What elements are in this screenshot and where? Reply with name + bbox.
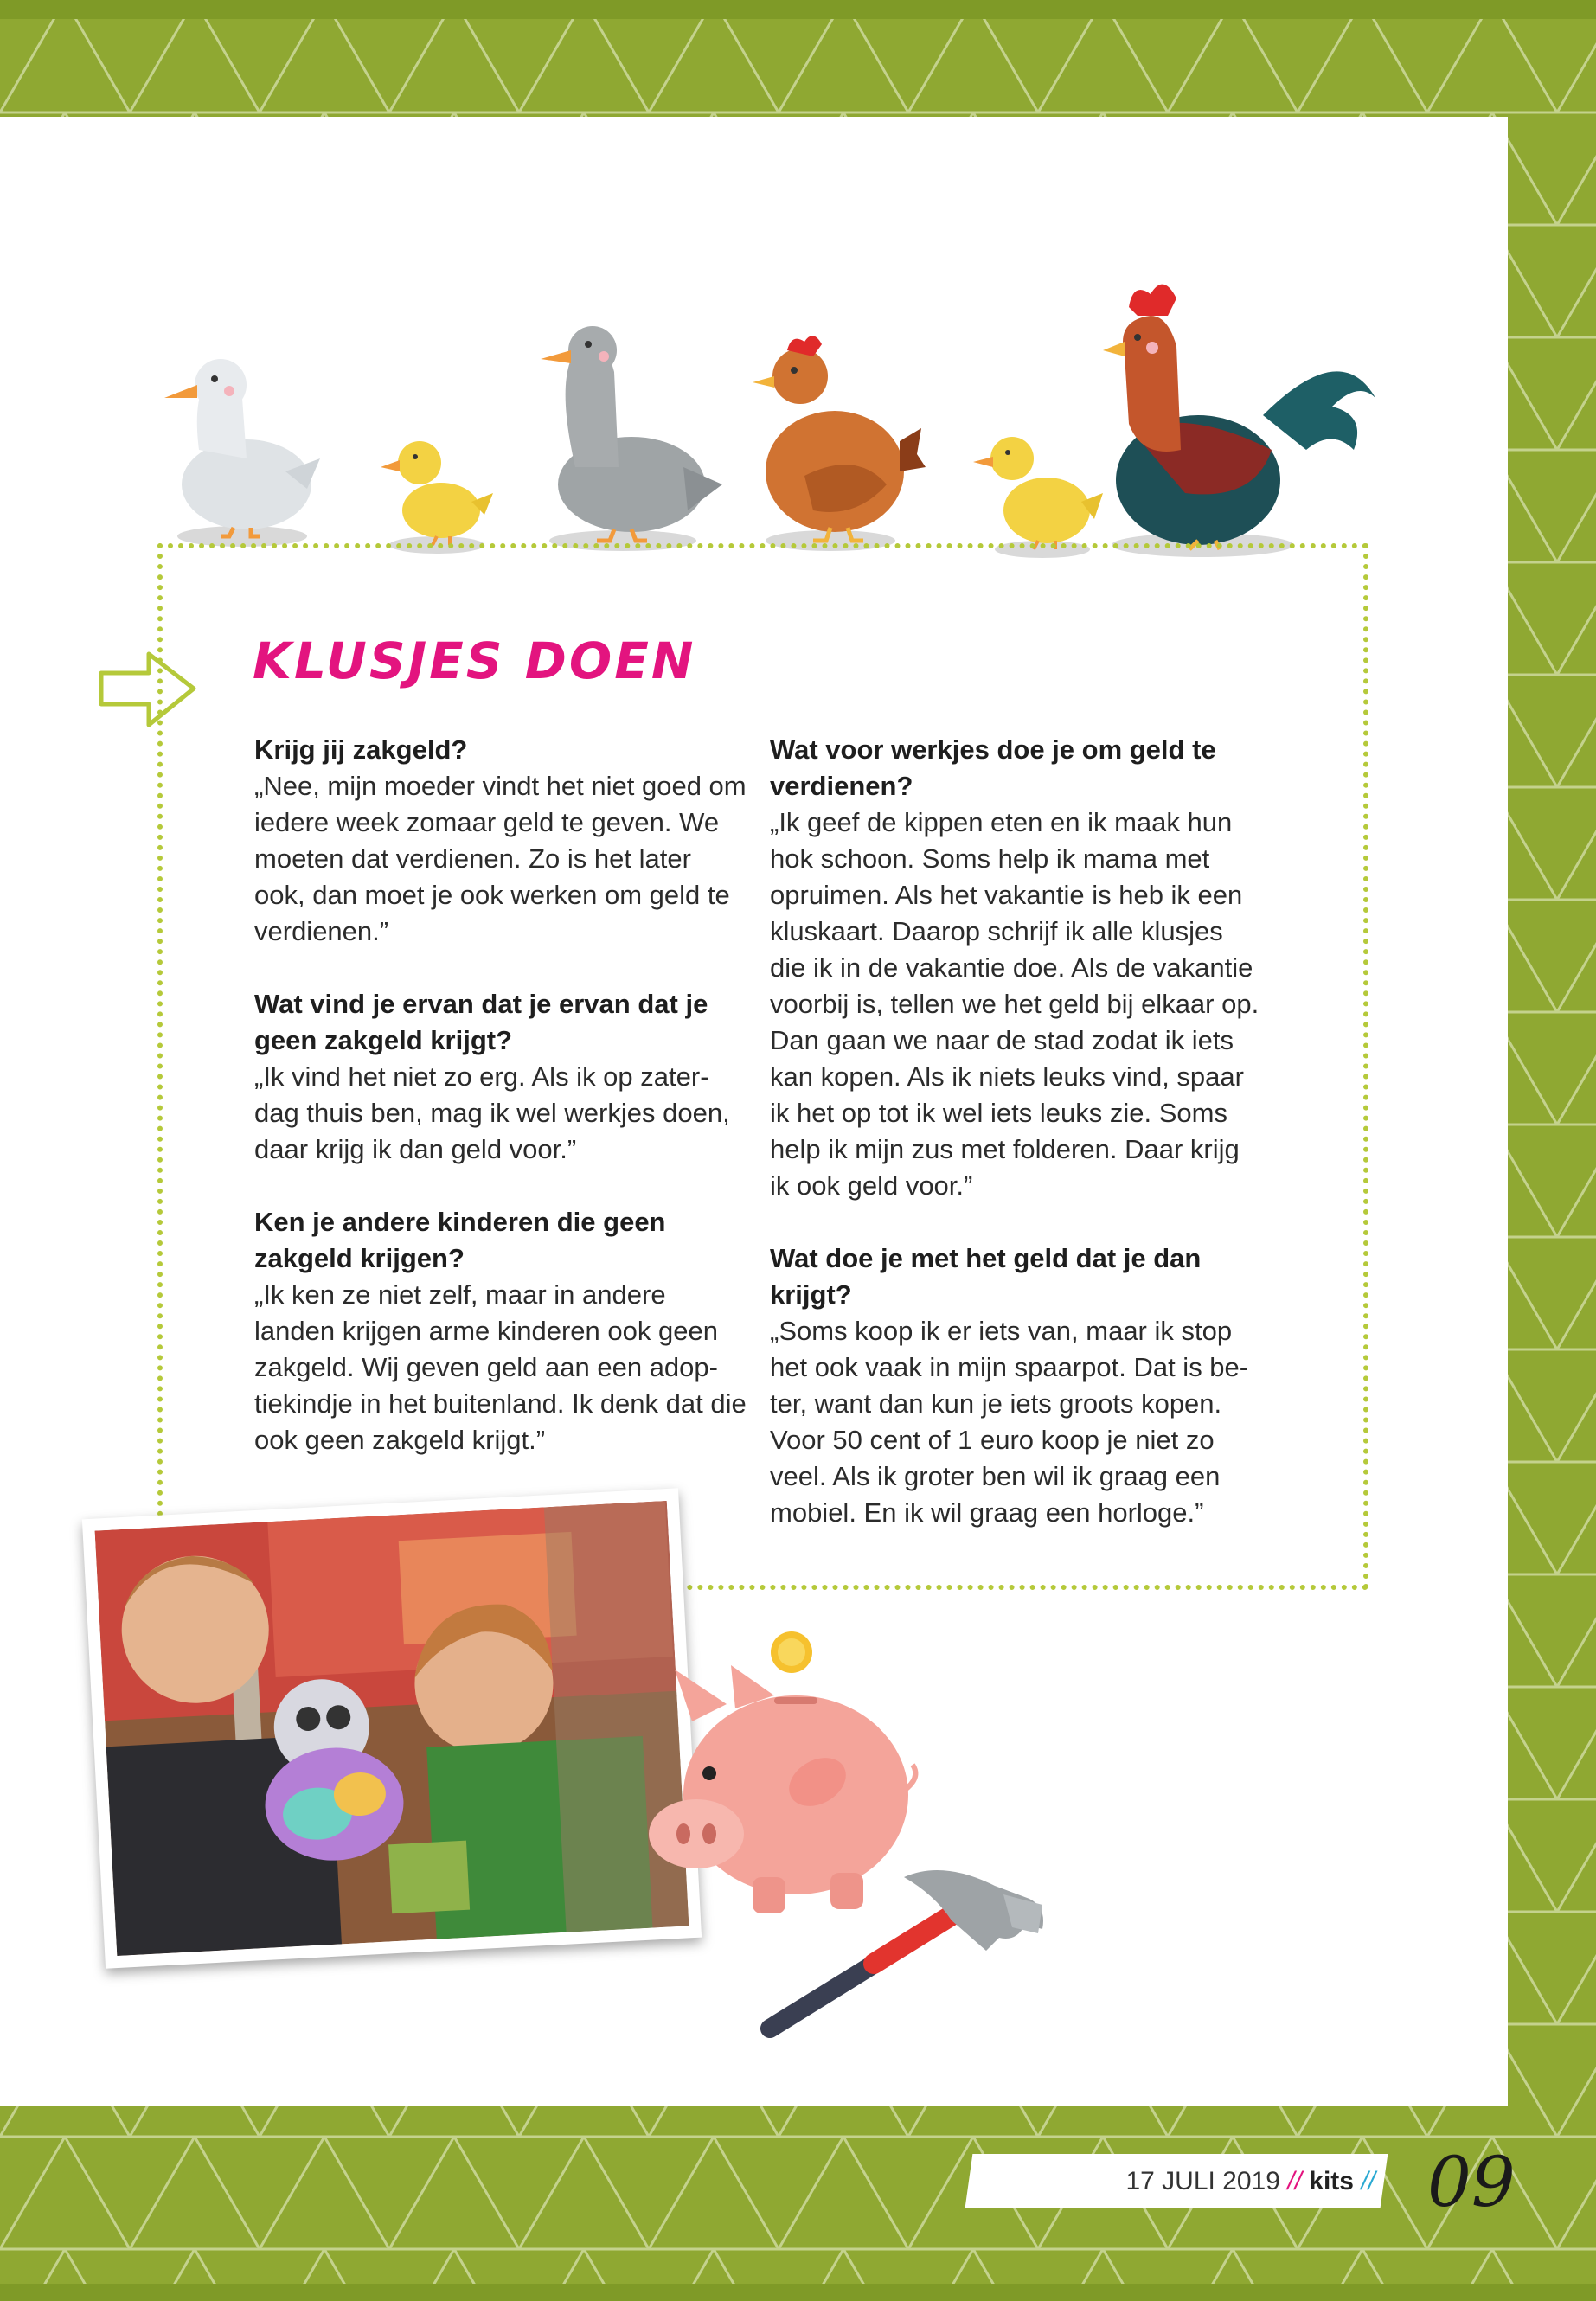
children-toy-shop-photo [95, 1501, 689, 1956]
farm-animals-illustration [147, 277, 1393, 571]
answer: „Ik geef de kippen eten en ik maak hun hok schoon. Soms help ik mama met opruimen. Als het vakantie is heb ik een kluskaart. Daarop schrijf ik alle klusjes die ik in de vakantie doe. Als de vakantie voorbij is, tellen we het geld bij elkaar op. Dan gaan we naar de stad zodat ik iets kan kopen. Als ik niets leuks vind, spaar ik het op tot ik wel iets leuks zie. Soms help ik mijn zus met folderen. Daar krijg ik ook geld voor.” [770, 807, 1259, 1201]
question: Krijg jij zakgeld? [254, 734, 468, 765]
chick-icon [381, 441, 493, 545]
answer: „Ik ken ze niet zelf, maar in andere landen krijgen arme kinderen ook geen zakgeld. Wij geven geld aan een adop-tiekindje in het buitenland. Ik denk dat die ook geen zakgeld krijgt.” [254, 1279, 747, 1455]
footer-separator-end: // [1361, 2167, 1375, 2195]
qa-block [770, 732, 1263, 1204]
arrow-right-outline-icon [97, 647, 201, 734]
answer: „Ik vind het niet zo erg. Als ik op zater-dag thuis ben, mag ik wel werkjes doen, daar krijg ik dan geld voor.” [254, 1061, 730, 1164]
right-column [770, 732, 1263, 1567]
hen-icon [753, 336, 926, 541]
question: Wat doe je met het geld dat je dan krijgt? [770, 1243, 1202, 1310]
chick-icon [973, 437, 1103, 549]
footer-magazine-name: kits [1309, 2167, 1354, 2195]
hammer-icon [744, 1860, 1073, 2050]
question: Ken je andere kinderen die geen zakgeld krijgen? [254, 1207, 666, 1273]
qa-block [770, 1240, 1263, 1531]
left-column [254, 732, 747, 1495]
photo-frame [82, 1488, 702, 1968]
grey-goose-icon [541, 326, 722, 541]
qa-block [254, 732, 747, 950]
footer-date: 17 JULI 2019 [1125, 2167, 1280, 2195]
footer-separator: // [1287, 2167, 1302, 2195]
question: Wat voor werkjes doe je om geld te verdienen? [770, 734, 1216, 801]
goose-icon [164, 359, 320, 536]
rooster-icon [1103, 285, 1375, 549]
answer: „Soms koop ik er iets van, maar ik stop het ook vaak in mijn spaarpot. Dat is be-ter, want dan kun je iets groots kopen. Voor 50 cent of 1 euro koop je niet zo veel. Als ik groter ben wil ik graag een mobiel. En ik wil graag een horloge.” [770, 1316, 1249, 1528]
article-title: KLUSJES DOEN [253, 631, 696, 690]
question: Wat vind je ervan dat je ervan dat je geen zakgeld krijgt? [254, 989, 708, 1055]
footer-credit [995, 2163, 1375, 2201]
page-number: 09 [1427, 2142, 1516, 2222]
qa-block [254, 986, 747, 1168]
answer: „Nee, mijn moeder vindt het niet goed om iedere week zomaar geld te geven. We moeten dat verdienen. Zo is het later ook, dan moet je ook werken om geld te verdienen.” [254, 771, 747, 946]
qa-block [254, 1204, 747, 1458]
